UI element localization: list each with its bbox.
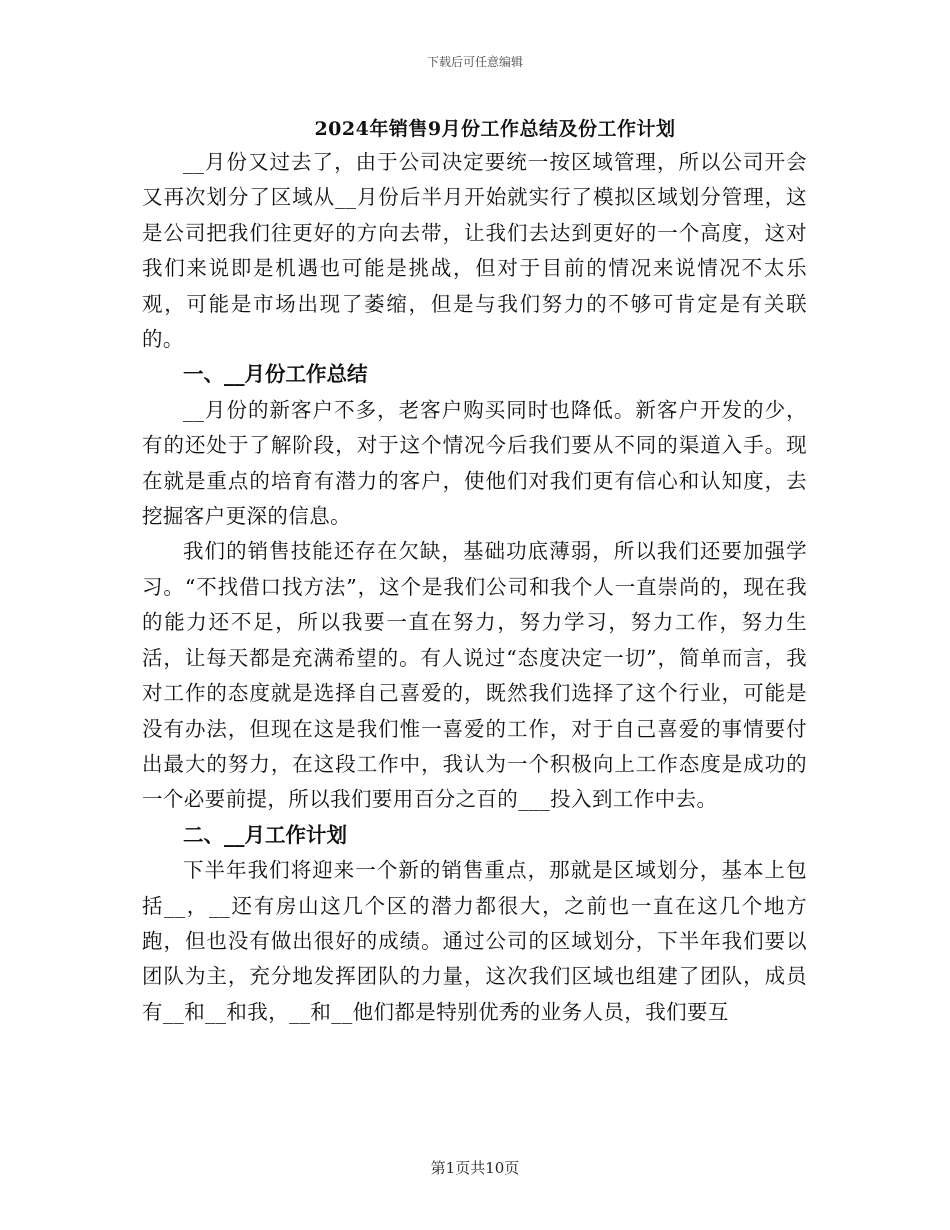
summary-paragraph: 我们的销售技能还存在欠缺，基础功底薄弱，所以我们还要加强学习。“不找借口找方法”，这个是我们公司和我个人一直崇尚的，现在我的能力还不足，所以我要一直在努力，努力学习，努力工作，努力生活，让每天都是充满希望的。有人说过“态度决定一切”，简单而言，我对工作的态度就是选择自己喜爱的，既然我们选择了这个行业，可能是没有办法，但现在这是我们惟一喜爱的工作，对于自己喜爱的事情要付出最大的努力，在这段工作中，我认为一个积极向上工作态度是成功的一个必要前提，所以我们要用百分之百的___投入到工作中去。 [142,539,807,812]
summary-paragraph: __月份的新客户不多，老客户购买同时也降低。新客户开发的少，有的还处于了解阶段，对于这个情况今后我们要从不同的渠道入手。现在就是重点的培育有潜力的客户，使他们对我们更有信心和认知度，去挖掘客户更深的信息。 [142,397,807,529]
section-heading-plan: 二、__月工作计划 [183,822,347,847]
document-title: 2024年销售9月份工作总结及份工作计划 [314,118,676,140]
page-header: 下载后可任意编辑 [426,55,523,69]
page-number: 第1页共10页 [430,1159,520,1177]
plan-paragraph: 下半年我们将迎来一个新的销售重点，那就是区域划分，基本上包括__，__还有房山这几个区的潜力都很大，之前也一直在这几个地方跑，但也没有做出很好的成绩。通过公司的区域划分，下半年我们要以团队为主，充分地发挥团队的力量，这次我们区域也组建了团队，成员有__和__和我，__和__他们都是特别优秀的业务人员，我们要互 [142,858,807,1024]
intro-paragraph: __月份又过去了，由于公司决定要统一按区域管理，所以公司开会又再次划分了区域从__月份后半月开始就实行了模拟区域划分管理，这是公司把我们往更好的方向去带，让我们去达到更好的一个高度，这对我们来说即是机遇也可能是挑战，但对于目前的情况来说情况不太乐观，可能是市场出现了萎缩，但是与我们努力的不够可肯定是有关联的。 [142,150,807,352]
document-body [142,145,807,1030]
section-heading-summary: 一、__月份工作总结 [183,362,368,387]
